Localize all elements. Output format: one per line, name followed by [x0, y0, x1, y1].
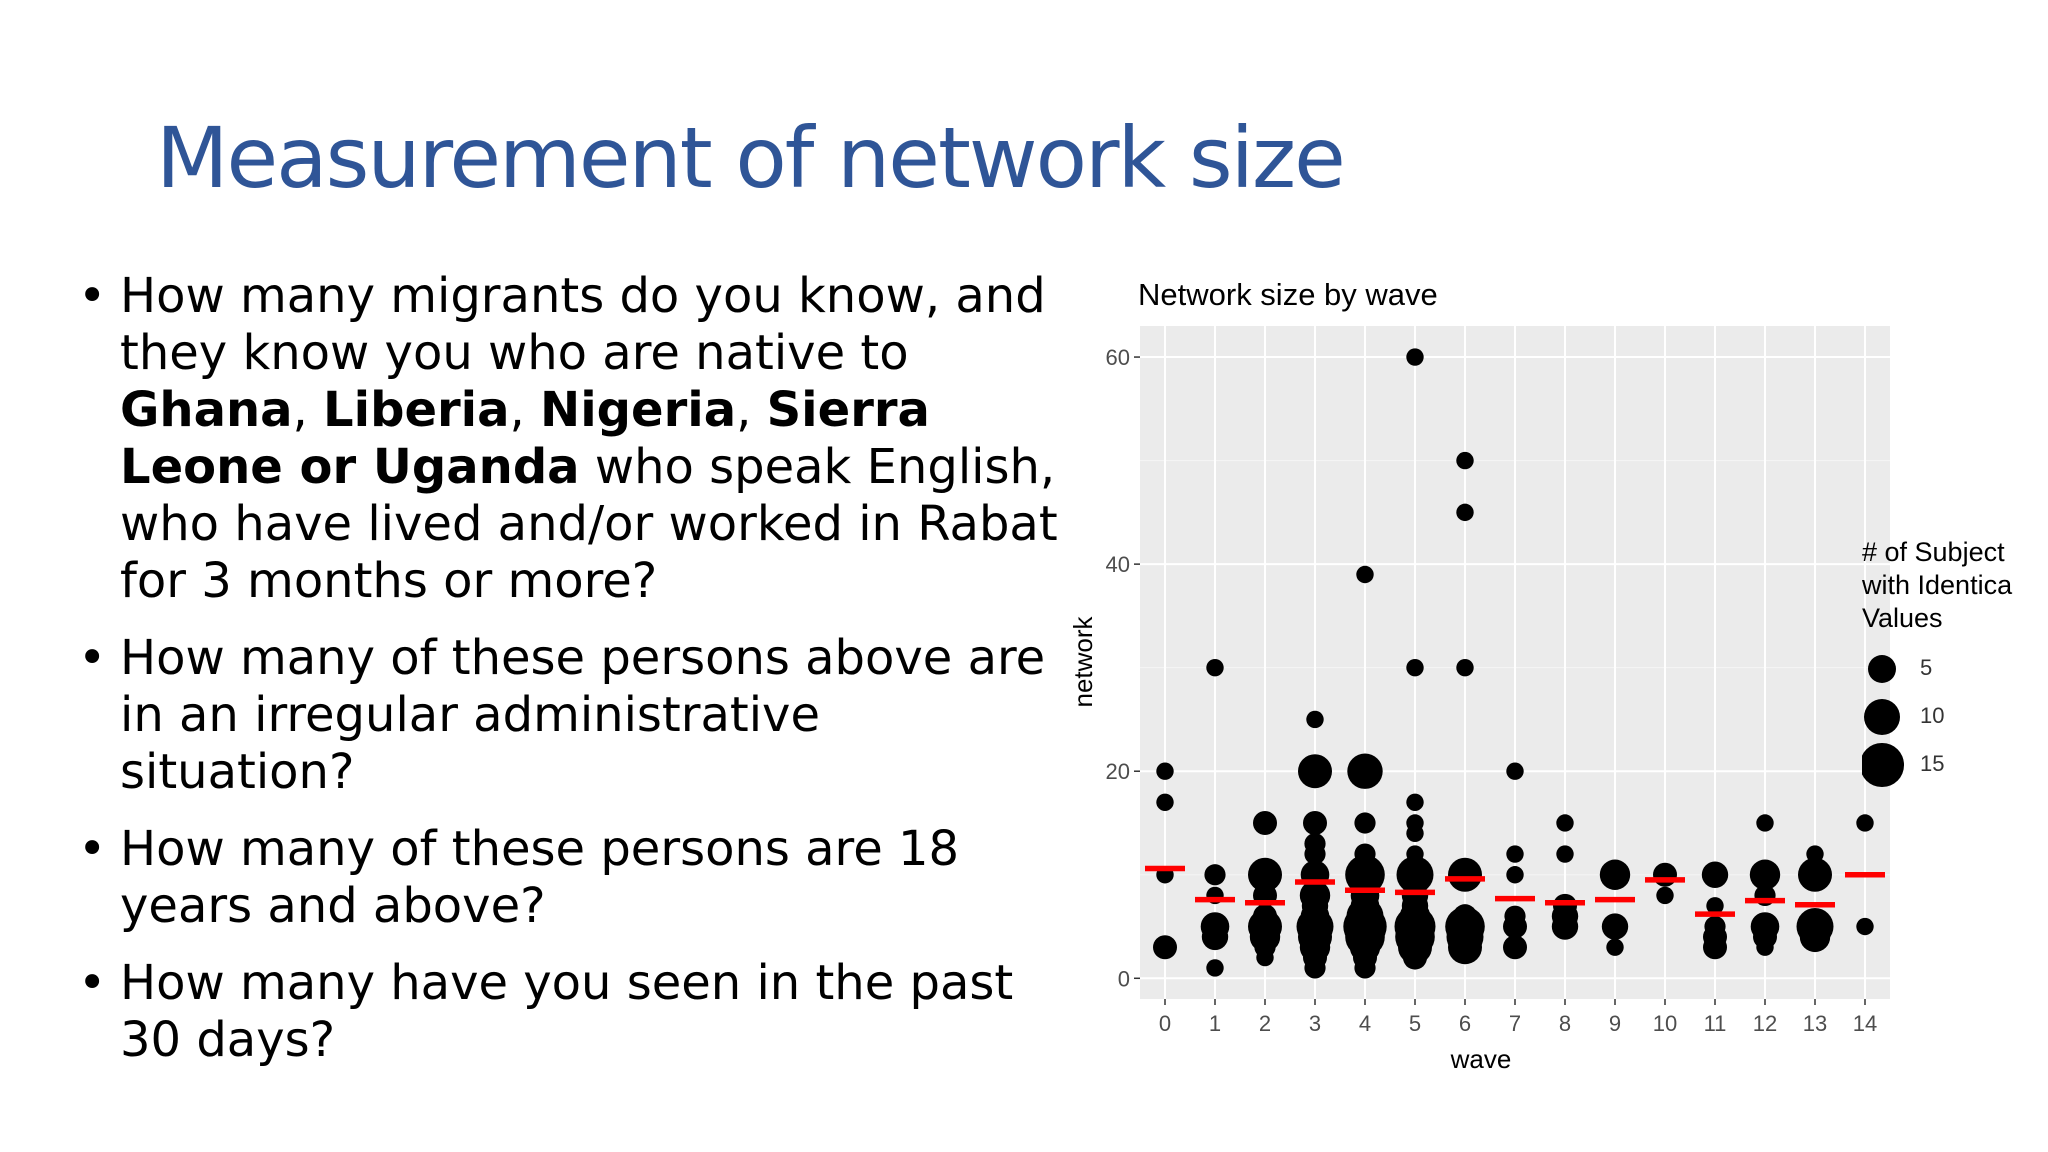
legend-entry — [1862, 693, 2042, 741]
legend-entries — [1862, 645, 2042, 789]
data-point — [1406, 348, 1423, 365]
data-point — [1553, 894, 1577, 918]
bullet-text: , — [736, 382, 767, 438]
chart-title: Network size by wave — [1138, 277, 1438, 312]
y-axis-label: network — [1068, 616, 1098, 708]
data-point — [1702, 862, 1728, 888]
data-point — [1448, 858, 1482, 892]
data-point — [1806, 845, 1823, 862]
legend-title — [1862, 536, 2042, 635]
data-point — [1750, 860, 1780, 890]
legend-title-line: Values — [1862, 603, 1943, 633]
data-point — [1301, 860, 1330, 889]
data-point — [1354, 843, 1375, 864]
bullet-text: , — [509, 382, 541, 438]
bullet-item — [78, 630, 1058, 801]
data-point — [1653, 863, 1677, 887]
legend-size-dot — [1864, 699, 1901, 736]
data-point — [1201, 912, 1230, 941]
bullet-bold-text: Sierra Leone or Uganda — [120, 382, 930, 495]
data-point — [1406, 845, 1423, 862]
legend-label: 15 — [1920, 751, 1945, 776]
data-point — [1406, 814, 1423, 831]
data-point — [1156, 794, 1173, 811]
x-tick-label: 4 — [1358, 1011, 1372, 1036]
bullet-text: who speak English, who have lived and/or worked in Rabat for 3 months or more? — [120, 439, 1058, 609]
data-point — [1751, 912, 1780, 941]
data-point — [1856, 918, 1873, 935]
x-tick-label: 6 — [1458, 1011, 1472, 1036]
data-point — [1248, 858, 1282, 892]
bullet-bold-text: Liberia — [323, 382, 510, 438]
x-tick-label: 14 — [1852, 1011, 1878, 1036]
data-point — [1506, 763, 1523, 780]
x-tick-label: 13 — [1802, 1011, 1828, 1036]
data-point — [1456, 504, 1473, 521]
x-tick-label: 8 — [1558, 1011, 1572, 1036]
bullet-text: , — [292, 382, 324, 438]
data-point — [1356, 566, 1373, 583]
data-point — [1206, 659, 1223, 676]
bullet-item — [78, 955, 1058, 1069]
data-point — [1503, 935, 1527, 959]
data-point — [1798, 858, 1832, 892]
data-point — [1556, 845, 1573, 862]
data-point — [1347, 754, 1382, 789]
x-tick-label: 1 — [1208, 1011, 1222, 1036]
bullet-item — [78, 268, 1058, 610]
data-point — [1606, 939, 1623, 956]
data-point — [1406, 659, 1423, 676]
data-point — [1298, 754, 1332, 788]
data-point — [1756, 814, 1773, 831]
x-tick-label: 5 — [1408, 1011, 1422, 1036]
legend-size-dot — [1868, 655, 1897, 684]
y-tick-label: 40 — [1105, 552, 1130, 578]
x-tick-label: 12 — [1752, 1011, 1778, 1036]
data-point — [1156, 763, 1173, 780]
x-tick-label: 11 — [1703, 1011, 1727, 1036]
data-point — [1456, 659, 1473, 676]
legend-entry — [1862, 645, 2042, 693]
legend-title-line: with Identica — [1862, 570, 2013, 600]
data-point — [1253, 811, 1277, 835]
data-point — [1856, 814, 1873, 831]
bullet-text: How many of these persons above are in an irregular administrative situation? — [120, 630, 1046, 800]
legend-entry — [1862, 741, 2042, 789]
data-point — [1600, 860, 1630, 890]
x-tick-label: 0 — [1158, 1011, 1172, 1036]
data-point — [1206, 959, 1223, 976]
bullet-bold-text: Ghana — [120, 382, 293, 438]
data-point — [1704, 916, 1725, 937]
data-point — [1153, 935, 1177, 959]
data-point — [1406, 794, 1423, 811]
x-tick-label: 3 — [1308, 1011, 1322, 1036]
data-point — [1504, 906, 1525, 927]
bullet-text: How many of these persons are 18 years and above? — [120, 821, 960, 934]
data-point — [1506, 845, 1523, 862]
data-point — [1304, 833, 1325, 854]
slide-title: Measurement of network size — [156, 109, 1344, 207]
bullet-text: How many migrants do you know, and they know you who are native to — [120, 268, 1046, 381]
data-point — [1556, 814, 1573, 831]
data-point — [1253, 904, 1277, 928]
x-axis-label: wave — [1450, 1044, 1512, 1074]
data-point — [1303, 811, 1327, 835]
x-tick-label: 2 — [1258, 1011, 1272, 1036]
y-tick-label: 0 — [1117, 966, 1130, 992]
data-point — [1656, 887, 1673, 904]
x-tick-label: 9 — [1608, 1011, 1622, 1036]
size-legend — [1862, 536, 2042, 796]
data-point — [1506, 866, 1523, 883]
bullet-item — [78, 821, 1058, 935]
legend-label: 5 — [1920, 655, 1933, 680]
legend-title-line: # of Subject — [1862, 537, 2005, 567]
x-tick-label: 10 — [1652, 1011, 1678, 1036]
data-point — [1456, 452, 1473, 469]
data-point — [1797, 908, 1834, 945]
data-point — [1602, 913, 1628, 939]
data-point — [1306, 711, 1323, 728]
legend-size-dot — [1862, 743, 1904, 786]
legend-label: 10 — [1920, 703, 1945, 728]
data-point — [1204, 864, 1225, 885]
y-tick-label: 20 — [1105, 759, 1130, 785]
bullet-bold-text: Nigeria — [540, 382, 737, 438]
y-tick-label: 60 — [1105, 345, 1130, 371]
x-tick-label: 7 — [1508, 1011, 1522, 1036]
bullet-list — [78, 268, 1058, 1089]
bullet-text: How many have you seen in the past 30 days? — [120, 955, 1014, 1068]
data-point — [1354, 812, 1375, 833]
data-point — [1453, 904, 1477, 928]
